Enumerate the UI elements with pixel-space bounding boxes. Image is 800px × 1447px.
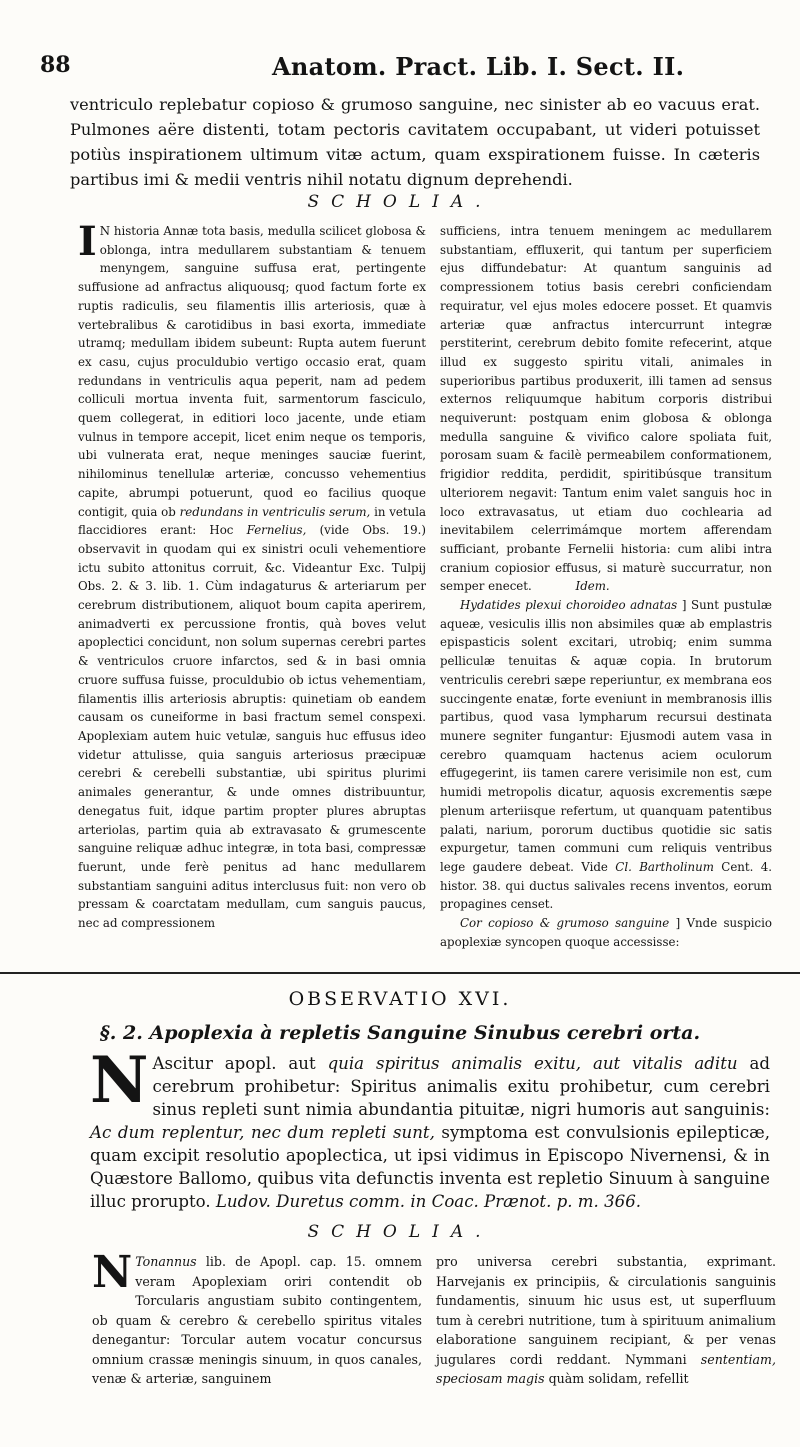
- scholia-left-paragraph: I N historia Annæ tota basis, medulla scilicet globosa & oblonga, intra medullarem substantiam & tenuem menyngem, sanguine suffusa erat, pertingente suffusione ad anfractus aliquousq; quod factum forte ex ruptis radiculis, seu filamentis illis arteriosis, quæ à vertebralibus & carotidibus in basi exorta, immediate utramq; medullam ibidem subeunt: Rupta autem fuerunt ex casu, cujus proculdubio vertigo occasio erat, quam redundans in ventriculis aqua peperit, nam ad pedem colliculi mortua inventa fuit, sarmentorum fasciculo, quem collegerat, in editiori loco jacente, unde etiam vulnus in tempore accepit, licet enim neque os temporis, ubi vulnerata erat, neque meninges sauciæ fuerint, nihilominus tenellulæ arteriæ, concusso vehementius capite, abrumpi potuerunt, quod eo facilius quoque contigit, quia ob redundans in ventriculis serum, in vetula flaccidiores erant: Hoc Fernelius, (vide Obs. 19.) observavit in quodam qui ex sinistri oculi vehementiore ictu subito attonitus corruit, &c. Videantur Exc. Tulpij Obs. 2. & 3. lib. 1. Cùm indagaturus & arteriarum per cerebrum distributionem, aliquot boum capita aperirem, animadverti ex percussione frontis, quà boves velut apoplectici concidunt, non solum supernas cerebri partes & ventriculos cruore infarctos, sed & in basi omnia cruore suffusa fuisse, proculdubio ob ictus vehementiam, filamentis illis arteriosis abruptis: quinetiam ob eandem causam os cuneiforme in basi fractum semel conspexi. Apoplexiam autem huic vetulæ, sanguis huc effusus ideo videtur attulisse, quia sanguis arteriosus præcipuæ cerebri & cerebelli substantiæ, ubi spiritus plurimi animales generantur, & unde omnes distribuuntur, denegatus fuit, idque partim propter plures abruptas arteriolas, partim quia ab extravasato & grumescente sanguine reliquæ adhuc integræ, in tota basi, compressæ fuerunt, unde ferè penitus ad hanc medullarem substantiam sanguini aditus interclusus fuit: non vero ob pressam & coarctatam medullam, cum sanguis paucus, nec ad compressionem: [78, 218, 427, 931]
- scholia-right-paragraph-2: Hydatides plexui choroideo adnatas ] Sunt pustulæ aqueæ, vesiculis illis non absimiles quæ ab emplastris epispasticis solent excitari, utrobiq; enim summa pelliculæ tenuitas & aquæ copia. In brutorum ventriculis cerebri sæpe reperiuntur, ex membrana eos succingente enatæ, forte eveniunt in membranosis illis partibus, quod vasa lympharum recursui destinata munere segniter fungantur: Ejusmodi autem vasa in cerebro quamquam hactenus aciem oculorum effugegerint, iis tamen carere verisimile non est, cum humidi metropolis dicatur, aquosis excrementis sæpe plenum arteriisque refertum, ut quanquam patentibus palati, narium, pororum ductibus quotidie sic satis expurgetur, tamen communi cum reliquis ventribus lege gaudere debeat. Vide Cl. Bartholinum Cent. 4. histor. 38. qui ductus salivales recens inventos, eorum propagines censet.: [440, 598, 773, 912]
- observation-body: N Ascitur apopl. aut quia spiritus animalis exitu, aut vitalis aditu ad cerebrum prohibetur: Spiritus animalis exitu prohibetur, cum cerebri sinus repleti sunt nimia abundantia pituitæ, nigri humoris aut sanguinis: Ac dum replentur, nec dum repleti sunt, symptoma est convulsionis epilepticæ, quam excipit resolutio apoplectica, ut ipsi vidimus in Episcopo Nivernensi, & in Quæstore Ballomo, quibus vita defunctis inventa est repletio Sinuum à sanguine illuc prorupto. Ludov. Duretus comm. in Coac. Prænot. p. m. 366.: [90, 1043, 770, 1211]
- drop-cap: N: [92, 1247, 133, 1298]
- section-title: §. 2. Apoplexia à repletis Sanguine Sinubus cerebri orta.: [99, 1022, 701, 1044]
- scholia-right-column: [440, 222, 772, 951]
- scholia-right-paragraph-3: Cor copioso & grumoso sanguine ] Vnde suspicio apoplexiæ syncopen quoque accessisse:: [440, 916, 773, 949]
- scholia-2-right-column: [436, 1252, 776, 1389]
- page-number: 88: [40, 52, 71, 78]
- scholia-2-left-paragraph: N Tonannus lib. de Apopl. cap. 15. omnem veram Apoplexiam oriri contendit ob Torcularis angustiam subito contingentem, ob quam & cerebro & cerebello spiritus vitales denegantur: Torcular autem vocatur concursus omnium crassæ meningis sinuum, in quos canales, venæ & arteriæ, sanguinem: [92, 1247, 422, 1386]
- observation-title: OBSERVATIO XVI.: [288, 988, 512, 1010]
- section-divider: [0, 972, 800, 974]
- intro-paragraph: ventriculo replebatur copioso & grumoso sanguine, nec sinister ab eo vacuus erat. Pulmones aëre distenti, totam pectoris cavitatem occupabant, ut videri potuisset potiùs inspirationem ultimum vitæ actum, quam exspirationem fuisse. In cæteris partibus imi & medii ventris nihil notatu dignum deprehendi.: [70, 95, 760, 189]
- drop-cap: I: [78, 218, 97, 265]
- page-header: [40, 52, 760, 92]
- citation: Ludov. Duretus comm. in Coac. Prænot. p. m. 366.: [215, 1192, 642, 1211]
- running-head: Anatom. Pract. Lib. I. Sect. II.: [272, 52, 685, 81]
- scholia-left-column: [78, 218, 427, 933]
- drop-cap: N: [90, 1043, 149, 1118]
- scholia-right-paragraph-1: sufficiens, intra tenuem meningem ac medullarem substantiam, effluxerit, qui tantum per superficiem ejus diffundebatur: At quantum sanguinis ad compressionem totius basis cerebri conficiendam requiratur, vel ejus moles edocere posset. Et quamvis arteriæ quæ anfractus intercurrunt integræ perstiterint, cerebrum debito fomite refecerint, atque illud ex suggesto spiritu vitali, animales in superioribus partibus produxerit, illi tamen ad sensus externos reliquumque habitum corporis distribui nequiverunt: postquam enim globosa & oblonga medulla sanguine & vivifico calore spoliata fuit, porosam suam & facilè permeabilem conformationem, frigidior reddita, perdidit, spiritibúsque transitum ulteriorem negavit: Tantum enim valet sanguis hoc in loco extravasatus, ut etiam duo cochlearia ad inevitabilem celerrimámque mortem afferendam sufficiant, probante Fernelii historia: cum alibi intra cranium copiosior effusus, si maturè succurratur, non semper enecet. Idem.: [440, 224, 772, 594]
- scholia-2-right-paragraph: pro universa cerebri substantia, exprimant. Harvejanis ex principiis, & circulationis sanguinis fundamentis, sinuum hic usus est, ut superfluum tum à cerebri nutritione, tum à spirituum animalium elaboratione sanguinem recipiant, & per venas jugulares cordi reddant. Nymmani sententiam, speciosam magis quàm solidam, refellit: [436, 1254, 776, 1386]
- scholia-2-left-column: [92, 1247, 422, 1389]
- scholia-heading: SCHOLIA.: [307, 1222, 493, 1242]
- scholia-heading: SCHOLIA.: [307, 192, 493, 212]
